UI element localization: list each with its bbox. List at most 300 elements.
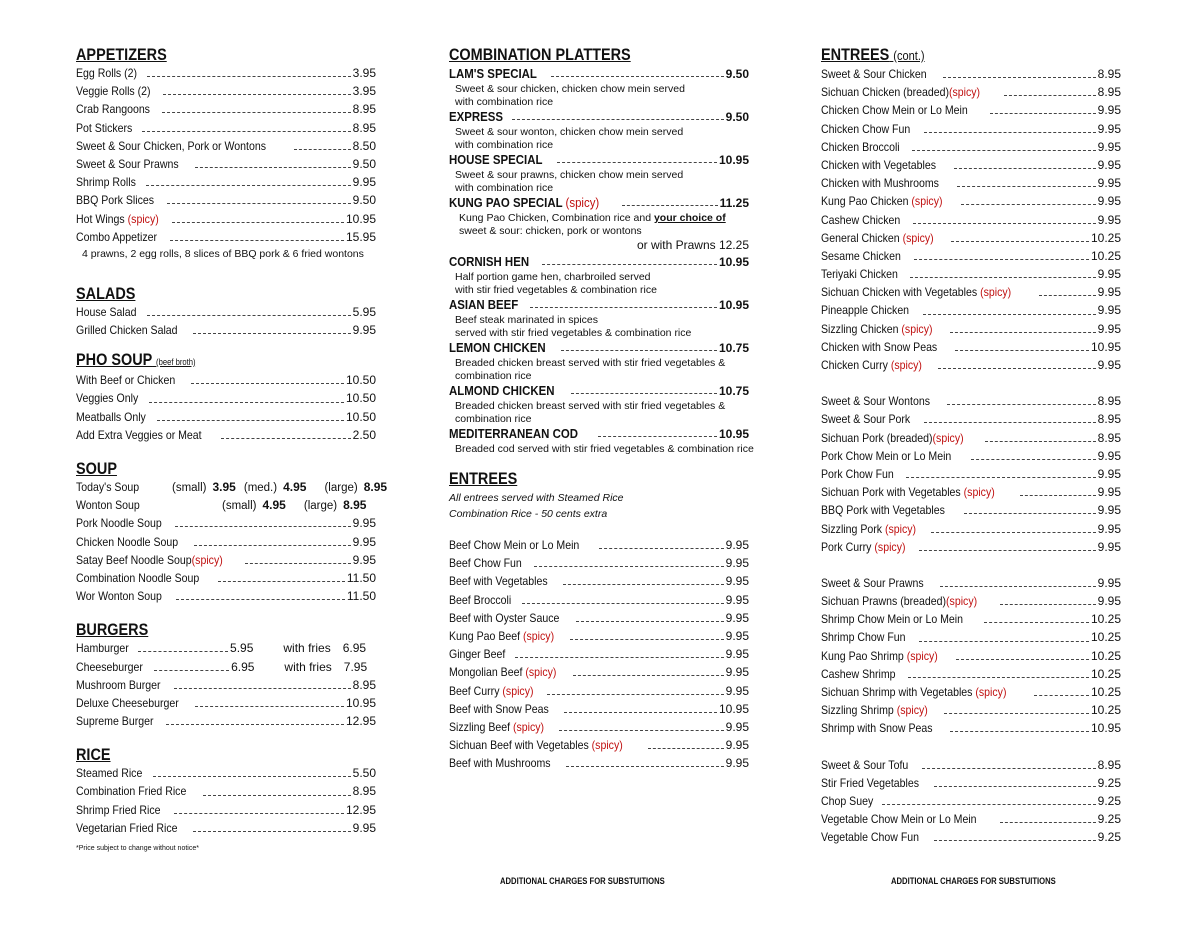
item-price: 10.25 [1090,248,1121,263]
menu-item-row [449,684,749,702]
size-label: (small) [172,482,207,494]
leader-dots [957,185,1096,187]
leader-dots [908,676,1089,678]
item-name-text: Stir Fried Vegetables [821,775,920,790]
item-name [449,593,511,607]
item-name-text: Sweet & Sour Prawns [76,156,179,171]
item-name-text: Vegetable Chow Fun [821,830,920,845]
menu-item-row [821,594,1121,612]
leader-dots [934,839,1095,841]
item-price: 9.25 [1097,830,1121,845]
spicy-label: (spicy) [512,719,545,734]
item-price: 9.50 [352,156,376,171]
wonton-soup-row [76,498,376,516]
menu-item-row [821,667,1121,685]
item-name [821,394,930,408]
menu-item-row [821,703,1121,721]
menu-item-row [76,121,376,139]
item-name-text: Deluxe Cheeseburger [76,695,179,710]
item-name-text: Pot Stickers [76,120,133,135]
item-name-text: Combo Appetizer [76,229,158,244]
item-name-text: Sweet & Sour Tofu [821,757,909,772]
item-name-text: House Salad [76,304,137,319]
section-title: SOUP [76,459,117,478]
item-name [76,803,161,817]
item-name [76,428,202,442]
item-name-text: Beef Curry [449,683,503,698]
section-subtitle: (cont.) [893,48,925,63]
item-price: 9.95 [1097,139,1121,154]
item-name-text: Steamed Rice [76,766,143,781]
item-name [821,703,928,717]
item-name [821,594,977,608]
leader-dots [547,693,724,695]
shrimp-entrees-list [821,576,1121,740]
item-price: 9.95 [725,556,749,571]
item-price: 10.25 [1090,703,1121,718]
spicy-label: (spicy) [191,552,223,567]
item-price: 9.95 [1097,212,1121,227]
menu-item-row [821,503,1121,521]
leader-dots [622,204,718,206]
item-name [821,576,924,590]
leader-dots [1000,603,1095,605]
item-price: 9.95 [352,552,376,567]
item-name-text: Ginger Beef [449,647,506,662]
substitutions-footer: ADDITIONAL CHARGES FOR SUBSTUITIONS [500,876,665,886]
item-name [449,756,551,770]
spicy-label: (spicy) [884,521,917,536]
item-price: 9.95 [1097,303,1121,318]
item-name: Cheeseburger [76,659,143,674]
vegetable-entrees-list [821,758,1121,849]
menu-item-row [821,213,1121,231]
menu-item-row [76,553,376,571]
menu-item-row [76,175,376,193]
leader-dots [563,583,724,585]
leader-dots [923,313,1096,315]
item-name-text: ASIAN BEEF [449,297,519,312]
item-price: 9.95 [725,647,749,662]
leader-dots [162,111,351,113]
leader-dots [598,435,717,437]
item-name-text: HOUSE SPECIAL [449,152,543,167]
combo-item [449,383,749,426]
item-name [449,647,505,661]
spicy-label: (spicy) [932,430,964,445]
item-name [76,571,199,585]
item-name-text: Sizzling Pork [821,521,885,536]
leader-dots [914,258,1089,260]
menu-item-row [449,738,749,756]
item-price: 9.95 [1097,103,1121,118]
item-name [821,103,968,117]
item-price: 10.25 [1090,685,1121,699]
item-name-text: Sizzling Chicken [821,321,902,336]
item-name [76,696,179,710]
item-name-text: Vegetarian Fried Rice [76,820,178,835]
leader-dots [990,112,1096,114]
item-name-text: Cashew Chicken [821,212,901,227]
combo-row [449,426,749,443]
item-name-text: With Beef or Chicken [76,373,176,388]
item-name-text: Mongolian Beef [449,665,526,680]
item-name [821,249,901,263]
leader-dots [170,239,344,241]
item-name-text: Sesame Chicken [821,248,901,263]
item-price: 10.75 [718,384,749,398]
leader-dots [954,167,1096,169]
menu-item-row [76,410,376,428]
leader-dots [167,202,351,204]
menu-column-3 [821,44,1121,849]
item-name [76,305,136,319]
item-price: 10.95 [718,153,749,167]
item-name-text: Egg Rolls (2) [76,66,138,80]
leader-dots [934,785,1095,787]
item-price: 9.95 [725,756,749,771]
item-name-text: Combination Noodle Soup [76,570,200,585]
item-price: 10.95 [345,211,376,226]
menu-item-row [821,249,1121,267]
menu-item-row [449,629,749,647]
leader-dots [950,331,1096,333]
salads-section [76,283,376,341]
kung-pao-special [449,195,749,254]
section-title-text: PHO SOUP [76,350,153,370]
item-name-text: Shrimp Chow Mein or Lo Mein [821,612,964,627]
item-name [821,685,1006,699]
item-name [76,714,153,728]
menu-column-1 [76,44,388,852]
leader-dots [153,775,350,777]
item-name [449,629,554,643]
item-price: 9.95 [352,175,376,190]
cheeseburger-row [76,660,376,678]
item-name [821,158,936,172]
leader-dots [571,392,717,394]
spicy-label: (spicy) [911,194,943,209]
item-name-text: Vegetable Chow Mein or Lo Mein [821,812,977,827]
leader-dots [166,723,344,725]
menu-item-row [76,766,376,784]
item-price: 9.95 [1097,575,1121,590]
item-name-text: Pork Noodle Soup [76,516,162,531]
item-price: 10.95 [718,701,749,716]
item-price: 9.95 [725,610,749,625]
spicy-label: (spicy) [502,683,534,698]
item-price: 9.95 [725,538,749,552]
item-name [449,720,544,734]
leader-dots [191,382,344,384]
leader-dots [551,75,724,77]
size-label: (large) [324,482,358,494]
item-name [821,140,900,154]
spicy-label: (spicy) [980,285,1012,300]
menu-item-row [821,103,1121,121]
entrees-note: Combination Rice - 50 cents extra [449,508,608,520]
combo-row [449,254,749,271]
item-price: 9.95 [1097,285,1121,300]
menu-item-row [449,720,749,738]
menu-item-row [76,305,376,323]
menu-item-row [821,685,1121,703]
item-name-text: Hot Wings [76,211,128,226]
menu-item-row [821,449,1121,467]
item-price: 9.95 [1097,157,1121,172]
leader-dots [557,161,717,163]
item-price: 9.95 [725,628,749,643]
item-name [449,66,537,81]
leader-dots [172,221,344,223]
item-name [821,721,933,735]
item-name-text: LAM'S SPECIAL [449,66,537,81]
item-name [821,85,980,99]
leader-dots [599,547,724,549]
item-price: 10.25 [1090,612,1121,627]
combo-list-2 [449,254,754,456]
item-name [76,102,150,116]
item-price: 9.95 [725,592,749,607]
spicy-label: (spicy) [906,648,938,663]
menu-item-row [76,102,376,120]
item-price: 9.95 [352,820,376,835]
item-price: 11.50 [346,589,376,604]
item-price: 9.95 [1097,503,1121,518]
item-price: 15.95 [345,229,376,244]
item-name-text: BBQ Pork with Vegetables [821,503,945,518]
menu-item-row [76,516,376,534]
item-price: 9.95 [1097,448,1121,463]
item-price: 9.95 [1097,485,1121,500]
item-name [76,516,162,530]
item-name [76,230,157,244]
menu-item-row [76,139,376,157]
item-description: Beef steak marinated in spices [455,314,598,326]
item-name-text: Chicken Chow Mein or Lo Mein [821,103,968,118]
menu-item-row [449,647,749,665]
menu-item-row [76,784,376,802]
item-name [449,702,549,716]
item-name-text: Pork Curry [821,539,875,554]
leader-dots [984,621,1089,623]
item-name [76,193,154,207]
item-price: 9.95 [1097,358,1121,372]
leader-dots [961,203,1096,205]
menu-item-row [821,140,1121,158]
leader-dots [1020,494,1095,496]
leader-dots [542,263,717,265]
leader-dots [564,711,717,713]
item-name-text: Sichuan Pork (breaded) [821,430,933,445]
item-name [449,383,555,398]
item-name-text: Beef with Oyster Sauce [449,610,560,625]
item-name [821,122,910,136]
item-name-text: Chicken with Mushrooms [821,176,939,191]
menu-item-row [821,812,1121,830]
item-price: 9.95 [1097,521,1121,536]
item-name-text: Beef Chow Fun [449,556,522,571]
item-name-text: Sweet & Sour Chicken [821,67,927,81]
item-price: 10.25 [1090,666,1121,681]
leader-dots [154,669,229,671]
menu-item-row [821,85,1121,103]
item-description: with combination rice [455,139,554,151]
item-name-text: Shrimp Rolls [76,175,136,190]
item-price: 8.95 [1097,85,1121,100]
item-price: 9.95 [1097,594,1121,609]
item-price: 12.95 [345,802,376,817]
combo-item [449,152,749,195]
item-name [76,373,175,387]
item-name [76,84,151,98]
leader-dots [882,803,1095,805]
leader-dots [955,349,1089,351]
menu-item-row [76,230,376,248]
menu-item-row [821,467,1121,485]
leader-dots [142,130,351,132]
item-price: 9.95 [725,738,749,753]
item-name-text: Kung Pao Chicken [821,194,912,209]
item-description: with combination rice [455,96,554,108]
leader-dots [951,240,1089,242]
chicken-entrees-list [821,67,1121,376]
menu-item-row [821,758,1121,776]
todays-soup-row [76,480,388,498]
menu-item-row [821,830,1121,848]
menu-item-row [449,574,749,592]
item-name [821,358,922,372]
item-price: 10.50 [345,391,376,406]
beef-entrees-list [449,538,749,774]
leader-dots [648,747,723,749]
item-price: 8.95 [352,677,376,692]
item-name-text: BBQ Pork Slices [76,193,155,208]
item-name-text: Chicken Curry [821,358,891,372]
leader-dots [146,184,351,186]
item-name [449,152,542,167]
leader-dots [1004,94,1096,96]
item-name: Today's Soup [76,480,140,494]
item-name-text: Sichuan Chicken with Vegetables [821,285,981,300]
item-description [449,212,749,225]
menu-item-row [76,803,376,821]
item-price: 10.25 [1090,648,1121,663]
spicy-label: (spicy) [901,321,933,336]
item-name-text: Satay Beef Noodle Soup [76,552,192,567]
leader-dots [163,93,351,95]
menu-item-row [449,756,749,774]
spicy-label: (spicy) [127,211,159,226]
item-name [449,538,579,552]
menu-item-row [821,194,1121,212]
leader-dots [147,314,351,316]
spicy-label: (spicy) [896,703,928,718]
section-title: BURGERS [76,620,149,640]
menu-item-row [76,678,376,696]
leader-dots [138,650,228,652]
menu-item-row [449,538,749,556]
menu-item-row [76,323,376,341]
item-name [821,830,919,844]
item-name [76,157,179,171]
item-price: 2.50 [352,427,376,442]
item-price: 9.50 [725,67,749,81]
appetizers-section [76,44,376,261]
combo-item [449,109,749,152]
item-name-text: Pork Chow Mein or Lo Mein [821,448,952,463]
item-price: 5.95 [352,304,376,319]
menu-item-row [76,428,376,446]
soup-section [76,458,388,607]
leader-dots [534,565,724,567]
spicy-label: (spicy) [565,195,600,210]
pho-list [76,373,376,446]
leader-dots [195,705,344,707]
leader-dots [922,767,1095,769]
spicy-label: (spicy) [946,594,978,609]
leader-dots [912,149,1095,151]
item-name [821,776,919,790]
entrees-section [449,468,749,774]
item-name [821,503,945,517]
item-name [821,67,927,81]
menu-item-row [821,721,1121,739]
leader-dots [910,276,1095,278]
spicy-label: (spicy) [963,485,995,500]
item-price: 8.95 [352,120,376,135]
item-name [821,194,943,208]
item-description: Breaded chicken breast served with stir fried vegetables & [455,357,726,369]
item-name [449,340,546,355]
item-name-text: EXPRESS [449,109,504,124]
item-name-text: Grilled Chicken Salad [76,323,178,338]
section-title: APPETIZERS [76,45,167,64]
item-name-text: Mushroom Burger [76,677,161,692]
item-name [76,121,132,135]
menu-item-row [821,431,1121,449]
item-name-text: Sichuan Prawns (breaded) [821,594,947,609]
menu-item-row [821,322,1121,340]
item-name-text: General Chicken [821,230,903,245]
leader-dots [530,306,717,308]
item-name-text: Crab Rangoons [76,102,150,117]
item-price: 9.95 [1097,466,1121,481]
leader-dots [193,332,350,334]
combo-row [449,66,749,83]
item-name-text: Chicken Broccoli [821,139,900,154]
item-name [449,738,623,752]
item-name [821,467,894,481]
item-price: 6.95 [231,659,255,674]
item-name-text: Pineapple Chicken [821,303,910,318]
item-description: Sweet & sour prawns, chicken chow mein served [455,169,684,181]
item-name [449,254,529,269]
menu-item-row [76,212,376,230]
item-price: 10.95 [718,298,749,312]
section-title-text: ENTREES [821,45,890,64]
item-description: Sweet & sour chicken, chicken chow mein served [455,83,685,95]
leader-dots [971,458,1096,460]
item-name-text: Veggie Rolls (2) [76,84,151,99]
item-description: combination rice [455,370,532,382]
item-name-text: CORNISH HEN [449,254,530,269]
item-name [821,540,906,554]
leader-dots [985,440,1096,442]
item-price: 9.95 [1097,121,1121,136]
item-name [821,630,906,644]
menu-item-row [76,714,376,732]
